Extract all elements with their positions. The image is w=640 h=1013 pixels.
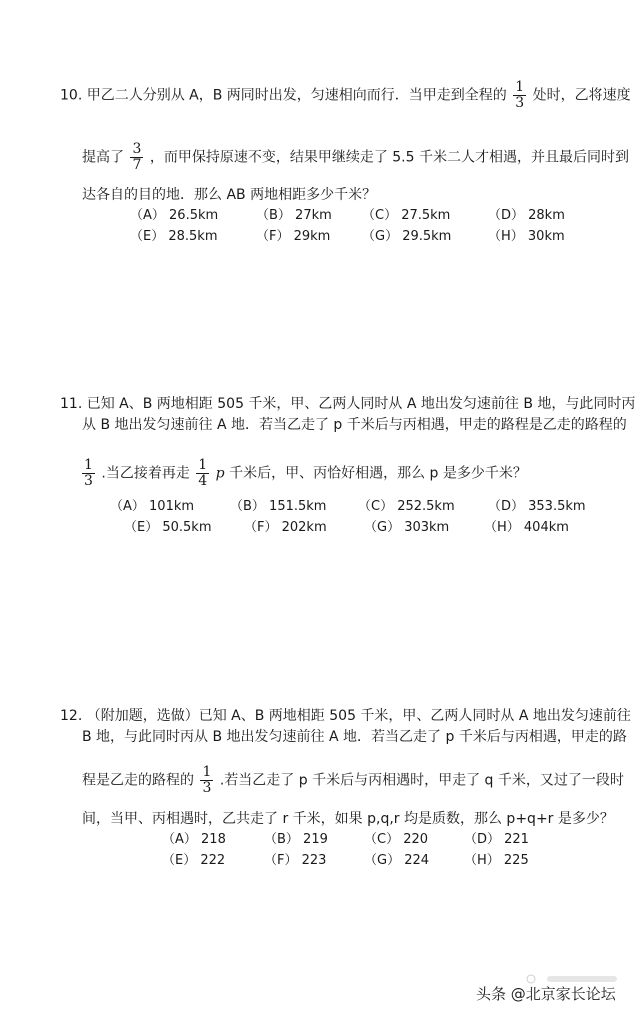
problem-text: B 地，与此同时丙从 B 地出发匀速前往 A 地．若当乙走了 p 千米后与丙相遇，甲走的路 — [82, 729, 627, 745]
option: （E） 50.5km — [124, 520, 212, 535]
problem-text: .若当乙走了 p 千米后与丙相遇时，甲走了 q 千米，又过了一段时 — [219, 772, 624, 789]
option: （A） 101km — [110, 499, 195, 514]
option: （D） 221 — [464, 832, 529, 847]
problem-11-line-3 — [80, 458, 527, 489]
fraction-numerator: 1 — [198, 457, 208, 473]
option: （B） 219 — [264, 832, 328, 847]
problem-text: ，而甲保持原速不变，结果甲继续走了 5.5 千米二人才相遇，并且最后同时到 — [149, 149, 629, 166]
problem-text: （附加题，选做）已知 A、B 两地相距 505 千米，甲、乙两人同时从 A 地出发匀速前往 — [86, 708, 631, 724]
problem-12-line-3 — [82, 765, 624, 796]
fraction — [196, 458, 209, 489]
option: （A） 218 — [162, 832, 226, 847]
option: （D） 28km — [488, 208, 565, 223]
option: （B） 151.5km — [230, 499, 327, 514]
option: （F） 29km — [256, 229, 331, 244]
option: （H） 30km — [488, 229, 565, 244]
fraction-denominator: 4 — [198, 473, 208, 489]
problem-11-line-2 — [82, 416, 627, 434]
option: （F） 223 — [264, 853, 327, 868]
option: （F） 202km — [244, 520, 327, 535]
problem-text: 甲乙二人分别从 A，B 两同时出发，匀速相向而行．当甲走到全程的 — [86, 87, 507, 104]
option: （C） 252.5km — [358, 499, 455, 514]
option: （D） 353.5km — [488, 499, 586, 514]
fraction-denominator: 3 — [515, 95, 525, 111]
problem-11-line-1 — [60, 395, 635, 413]
fraction — [200, 765, 213, 796]
fraction-numerator: 1 — [515, 79, 525, 95]
problem-number: 12. — [60, 708, 83, 724]
option: （A） 26.5km — [130, 208, 219, 223]
problem-text: 从 B 地出发匀速前往 A 地．若当乙走了 p 千米后与丙相遇，甲走的路程是乙走的路程的 — [82, 417, 627, 433]
problem-text: 程是乙走的路程的 — [82, 772, 194, 789]
variable-p: p — [215, 465, 225, 482]
footer-credit: 头条 @北京家长论坛 — [476, 985, 616, 1003]
option: （E） 28.5km — [130, 229, 218, 244]
option: （G） 29.5km — [362, 229, 452, 244]
problem-12-line-1 — [60, 707, 631, 725]
option: （G） 224 — [364, 853, 430, 868]
option: （B） 27km — [256, 208, 332, 223]
problem-text: 达各自的目的地．那么 AB 两地相距多少千米？ — [82, 187, 377, 203]
problem-10-line-2 — [82, 142, 629, 173]
problem-10-line-3 — [82, 186, 376, 204]
problem-text: 处时，乙将速度 — [532, 87, 631, 104]
problem-text: 已知 A、B 两地相距 505 千米，甲、乙两人同时从 A 地出发匀速前往 B 地，与此同时丙 — [86, 396, 636, 412]
fraction-numerator: 3 — [132, 141, 142, 157]
option: （C） 27.5km — [362, 208, 451, 223]
problem-text: 提高了 — [82, 149, 124, 166]
option: （H） 225 — [464, 853, 529, 868]
problem-text: 间，当甲、丙相遇时，乙共走了 r 千米，如果 p,q,r 均是质数，那么 p+q+r 是多少？ — [82, 811, 614, 827]
option: （H） 404km — [484, 520, 569, 535]
fraction-denominator: 7 — [132, 157, 142, 173]
fraction-denominator: 3 — [84, 473, 93, 489]
problem-12-line-4 — [82, 810, 614, 828]
fraction — [513, 80, 526, 111]
fraction-numerator: 1 — [202, 764, 212, 780]
problem-number: 10. — [60, 87, 83, 104]
fraction-numerator: 1 — [84, 457, 93, 473]
problem-text: .当乙接着再走 — [101, 465, 190, 482]
problem-10-line-1 — [60, 80, 631, 111]
fraction — [130, 142, 143, 173]
fraction — [82, 458, 95, 489]
option: （G） 303km — [364, 520, 450, 535]
fraction-denominator: 3 — [202, 780, 212, 796]
problem-text: 千米后，甲、丙恰好相遇，那么 p 是多少千米？ — [229, 465, 527, 482]
option: （E） 222 — [162, 853, 226, 868]
option: （C） 220 — [364, 832, 429, 847]
problem-number: 11. — [60, 396, 83, 412]
problem-12-line-2 — [82, 728, 627, 746]
